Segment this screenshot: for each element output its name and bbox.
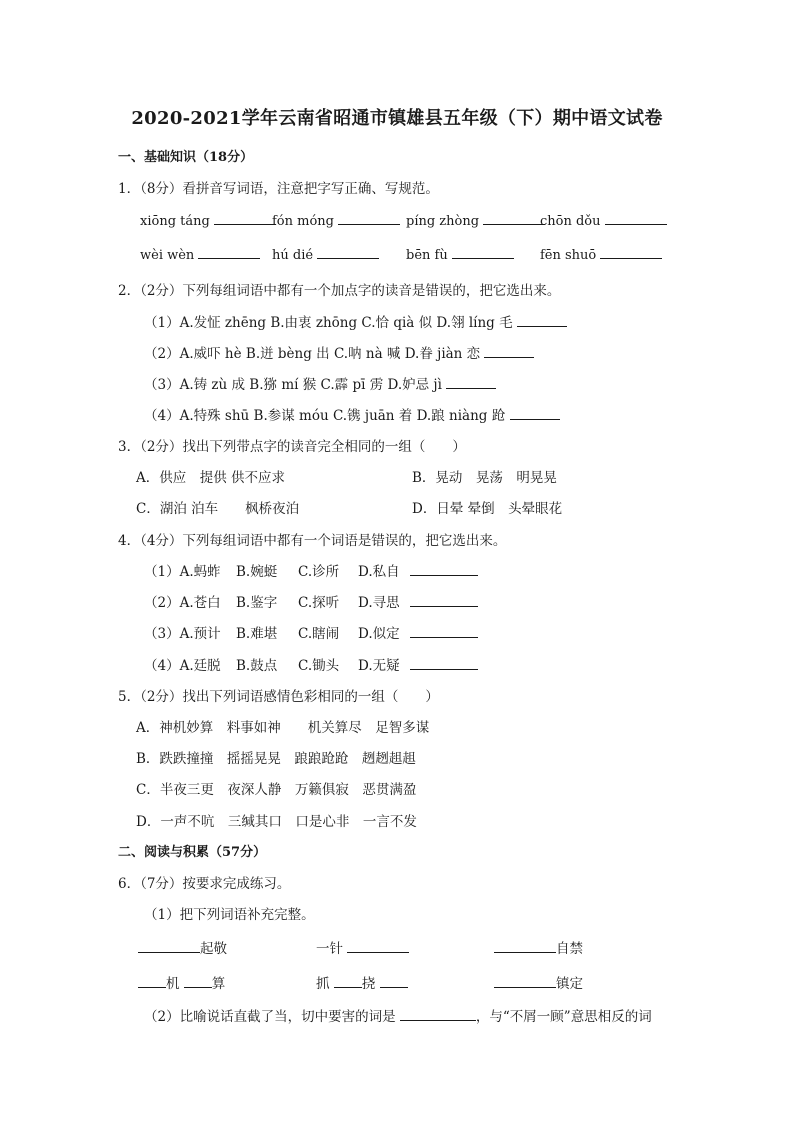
question-2-item <box>144 404 560 424</box>
choice-d: D.无疑 <box>358 658 400 674</box>
answer-blank[interactable] <box>338 211 400 225</box>
answer-blank[interactable] <box>494 939 556 953</box>
question-4-row <box>144 622 484 642</box>
idiom-item <box>138 972 225 992</box>
pinyin-item <box>406 245 514 263</box>
choice-a: （1）A.蚂蚱 <box>144 564 221 580</box>
answer-blank[interactable] <box>483 211 545 225</box>
choice-c: C.诊所 <box>298 564 340 580</box>
pinyin-item <box>272 211 400 229</box>
answer-blank[interactable] <box>184 974 212 988</box>
pinyin-item <box>272 245 379 263</box>
question-2-item <box>144 342 534 362</box>
choice-a: （3）A.预计 <box>144 626 221 642</box>
pinyin-text: píng zhòng <box>406 214 480 229</box>
choice-b: B.鼓点 <box>236 658 278 674</box>
idiom-text: 算 <box>211 976 226 992</box>
choice-b: B.鉴字 <box>236 595 278 611</box>
pinyin-item <box>540 245 662 263</box>
pinyin-item <box>140 211 276 229</box>
idiom-text: 一针 <box>316 941 343 957</box>
answer-blank[interactable] <box>494 974 556 988</box>
idiom-item <box>316 972 408 992</box>
answer-blank[interactable] <box>452 245 514 259</box>
item-text: （3）A.铸 zù 成 B.猕 mí 猴 C.霹 pī 雳 D.妒忌 jì <box>144 377 442 393</box>
part-text: （2）比喻说话直截了当，切中要害的词是 <box>144 1009 396 1025</box>
question-4-row <box>144 591 484 611</box>
choice-b: B.婉蜓 <box>236 564 278 580</box>
pinyin-text: chōn dǒu <box>540 214 601 229</box>
question-5-stem: 5．（2分）找出下列词语感情色彩相同的一组（ ） <box>118 689 439 705</box>
choice-d: D.似定 <box>358 626 400 642</box>
choice-d: D.寻思 <box>358 595 400 611</box>
option-d[interactable]: D．日晕 晕倒 头晕眼花 <box>412 501 563 517</box>
answer-blank[interactable] <box>380 974 408 988</box>
pinyin-text: hú dié <box>272 248 314 263</box>
item-text: （1）A.发怔 zhēng B.由衷 zhōng C.恰 qià 似 D.翎 líng 毛 <box>144 315 513 331</box>
pinyin-text: xiōng táng <box>140 214 210 229</box>
question-6-part-2 <box>144 1005 652 1025</box>
idiom-item <box>316 937 409 957</box>
idiom-text: 自禁 <box>556 941 583 957</box>
section-heading-basic: 一、基础知识（18分） <box>118 150 254 165</box>
item-text: （2）A.威吓 hè B.迸 bèng 出 C.呐 nà 喊 D.眷 jiàn 恋 <box>144 346 481 362</box>
question-4-row <box>144 560 484 580</box>
choice-a: （4）A.廷脱 <box>144 658 221 674</box>
answer-blank[interactable] <box>214 211 276 225</box>
choice-c: C.锄头 <box>298 658 340 674</box>
option-c[interactable]: C．湖泊 泊车 枫桥夜泊 <box>136 501 300 517</box>
idiom-row-1 <box>138 937 678 957</box>
idiom-text: 挠 <box>361 976 376 992</box>
pinyin-text: fón móng <box>272 214 334 229</box>
answer-blank[interactable] <box>446 375 496 389</box>
part-text: ，与“不屑一顾”意思相反的词 <box>475 1009 652 1025</box>
pinyin-text: fēn shuō <box>540 248 597 263</box>
answer-blank[interactable] <box>347 939 409 953</box>
question-6-stem: 6．（7分）按要求完成练习。 <box>118 876 291 892</box>
pinyin-text: wèi wèn <box>140 248 195 263</box>
pinyin-row-2 <box>140 245 660 265</box>
option-a[interactable]: A．神机妙算 料事如神 机关算尽 足智多谋 <box>136 720 430 736</box>
exam-title: 2020-2021学年云南省昭通市镇雄县五年级（下）期中语文试卷 <box>131 108 663 129</box>
choice-b: B.难堪 <box>236 626 278 642</box>
pinyin-item <box>540 211 667 229</box>
choice-c: C.探听 <box>298 595 340 611</box>
idiom-item <box>138 937 227 957</box>
question-2-item <box>144 311 567 331</box>
idiom-item <box>494 937 583 957</box>
answer-blank[interactable] <box>410 656 478 670</box>
choice-c: C.瞎闹 <box>298 626 340 642</box>
answer-blank[interactable] <box>410 562 478 576</box>
question-4-stem: 4．（4分）下列每组词语中都有一个词语是错误的，把它选出来。 <box>118 533 507 549</box>
answer-blank[interactable] <box>410 593 478 607</box>
option-d[interactable]: D．一声不吭 三缄其口 口是心非 一言不发 <box>136 814 417 830</box>
section-heading-reading: 二、阅读与积累（57分） <box>118 845 267 860</box>
answer-blank[interactable] <box>510 406 560 420</box>
question-6-part-1: （1）把下列词语补充完整。 <box>144 907 315 923</box>
idiom-item <box>494 972 583 992</box>
answer-blank[interactable] <box>517 313 567 327</box>
answer-blank[interactable] <box>198 245 260 259</box>
answer-blank[interactable] <box>334 974 362 988</box>
choice-a: （2）A.苍白 <box>144 595 221 611</box>
pinyin-row-1 <box>140 211 660 231</box>
pinyin-item <box>140 245 260 263</box>
option-b[interactable]: B．晃动 晃荡 明晃晃 <box>412 470 557 486</box>
question-3-stem: 3．（2分）找出下列带点字的读音完全相同的一组（ ） <box>118 439 466 455</box>
answer-blank[interactable] <box>400 1007 476 1021</box>
idiom-text: 镇定 <box>556 976 583 992</box>
answer-blank[interactable] <box>484 344 534 358</box>
answer-blank[interactable] <box>605 211 667 225</box>
question-1-stem: 1．（8分）看拼音写词语，注意把字写正确、写规范。 <box>118 181 439 197</box>
pinyin-text: bēn fù <box>406 248 448 263</box>
answer-blank[interactable] <box>600 245 662 259</box>
question-2-item <box>144 373 496 393</box>
item-text: （4）A.特殊 shū B.参谋 móu C.镌 juān 着 D.踉 niàng 跄 <box>144 408 506 424</box>
question-4-row <box>144 654 484 674</box>
option-a[interactable]: A．供应 提供 供不应求 <box>136 470 286 486</box>
pinyin-item <box>406 211 545 229</box>
answer-blank[interactable] <box>138 939 200 953</box>
question-2-stem: 2．（2分）下列每组词语中都有一个加点字的读音是错误的，把它选出来。 <box>118 283 561 299</box>
idiom-text: 起敬 <box>200 941 227 957</box>
answer-blank[interactable] <box>410 624 478 638</box>
choice-d: D.私自 <box>358 564 400 580</box>
idiom-text: 抓 <box>316 976 330 992</box>
option-c[interactable]: C．半夜三更 夜深人静 万籁俱寂 恶贯满盈 <box>136 782 417 798</box>
idiom-row-2 <box>138 972 678 992</box>
answer-blank[interactable] <box>317 245 379 259</box>
option-b[interactable]: B．跌跌撞撞 摇摇晃晃 踉踉跄跄 趔趔趄趄 <box>136 751 416 767</box>
idiom-text: 机 <box>166 976 180 992</box>
answer-blank[interactable] <box>138 974 166 988</box>
